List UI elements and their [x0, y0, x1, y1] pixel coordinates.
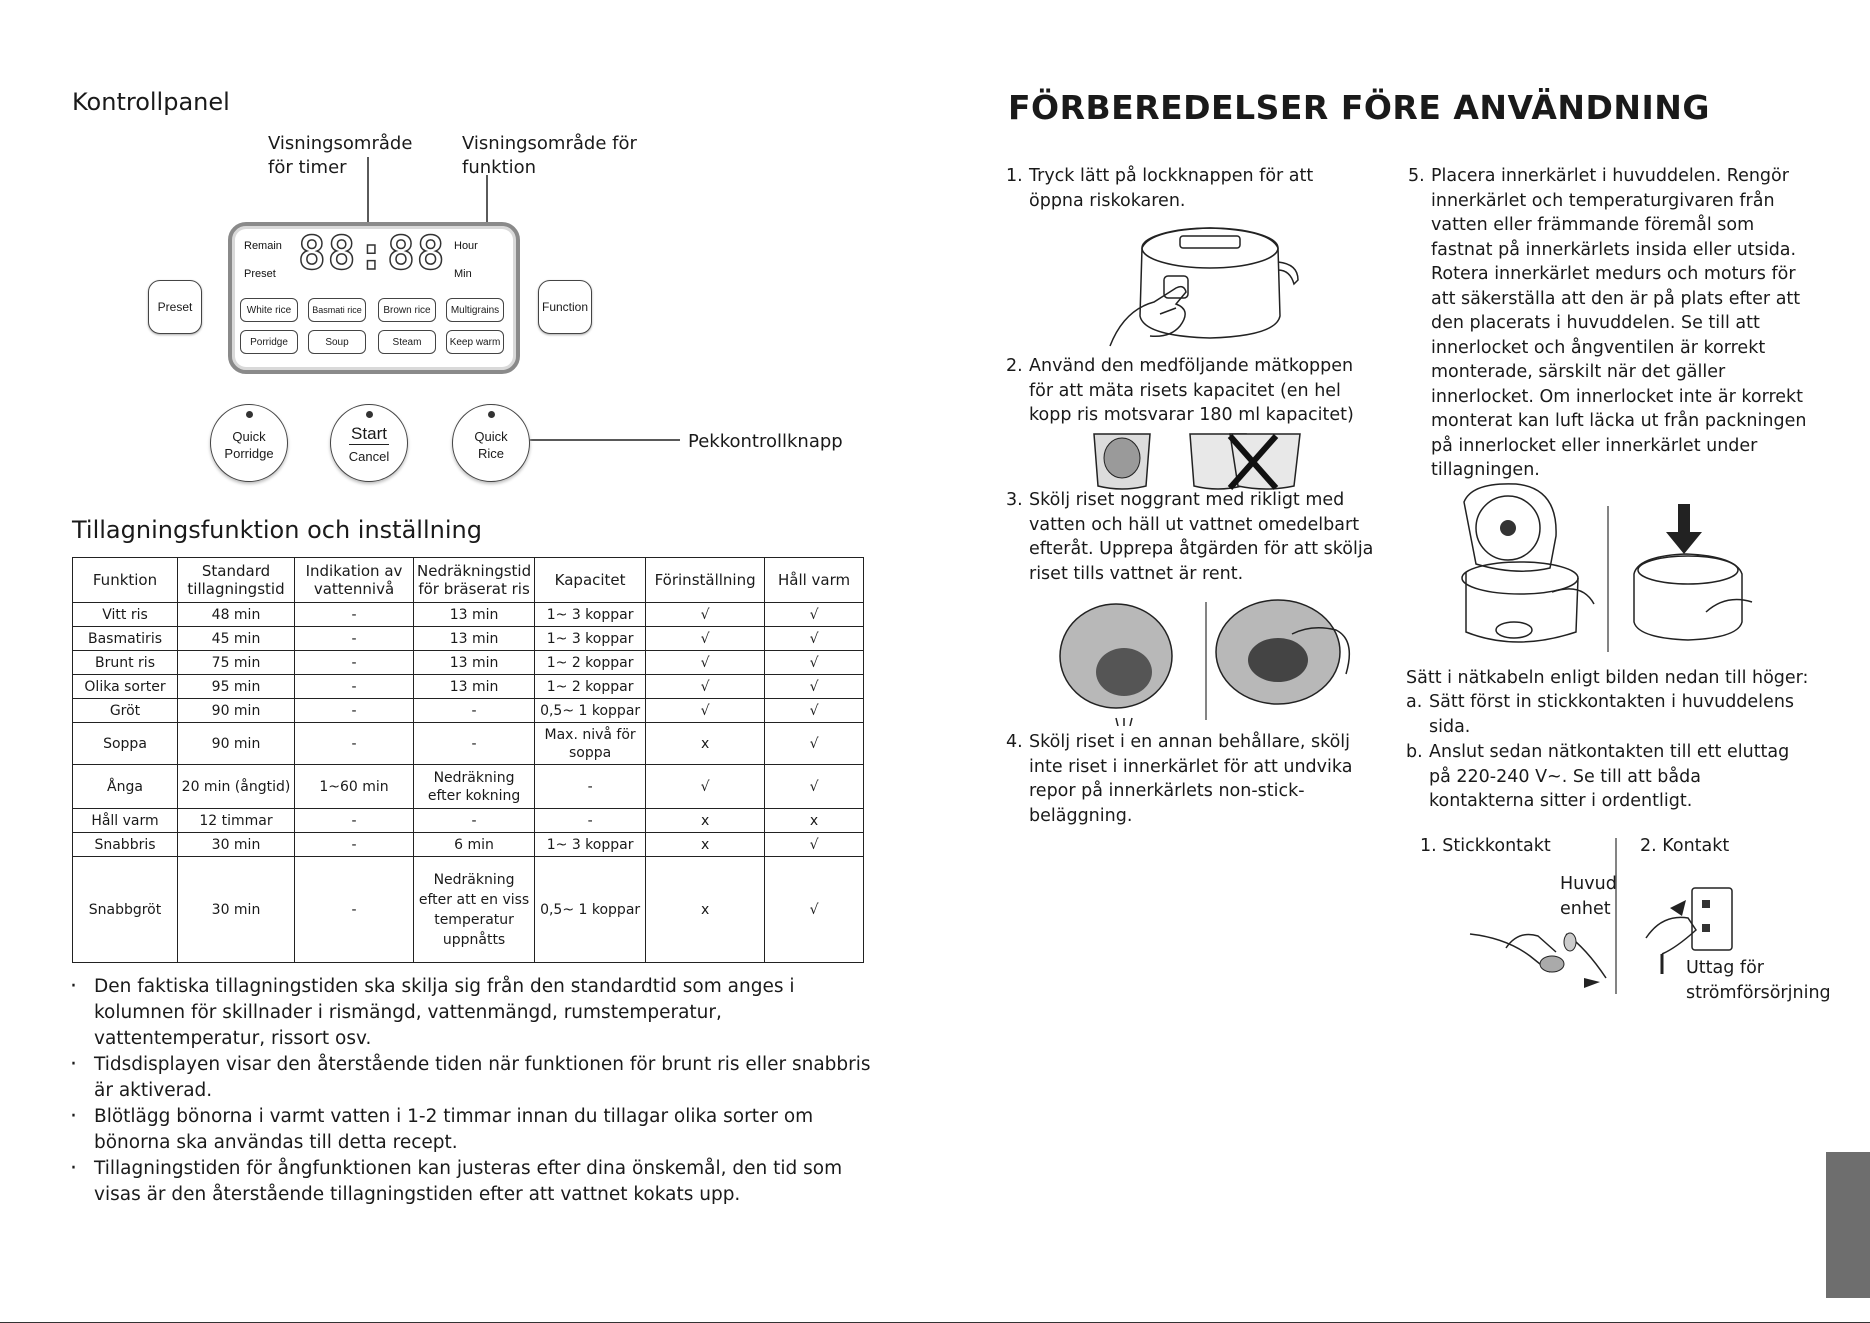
quick-rice-button[interactable] [452, 404, 530, 482]
start-label: Start [349, 424, 389, 445]
table-title: Tillagningsfunktion och inställning [72, 516, 482, 544]
notes-list [70, 974, 880, 1208]
table-cell: x [646, 809, 765, 833]
table-cell: √ [765, 833, 864, 857]
cooking-function-table [72, 557, 864, 963]
table-cell: 20 min (ångtid) [178, 765, 295, 809]
preset-indicator-label: Preset [244, 268, 276, 280]
step-number: 4. [1006, 732, 1023, 752]
step-number: 5. [1408, 166, 1425, 186]
table-cell: √ [646, 699, 765, 723]
table-cell: - [295, 627, 414, 651]
section-title-control-panel: Kontrollpanel [72, 88, 230, 116]
header-cell: Indikation av vattennivå [295, 558, 414, 603]
table-cell: √ [765, 723, 864, 765]
table-cell: 48 min [178, 603, 295, 627]
page-title: FÖRBEREDELSER FÖRE ANVÄNDNING [1008, 88, 1710, 127]
indicator-dot [246, 411, 253, 418]
basmati-rice-button[interactable]: Basmati rice [308, 298, 366, 322]
table-cell: √ [646, 675, 765, 699]
table-cell: √ [765, 651, 864, 675]
table-cell: 45 min [178, 627, 295, 651]
table-cell: 12 timmar [178, 809, 295, 833]
callout-function-display: Visningsområde för funktion [462, 133, 637, 178]
table-cell: √ [646, 765, 765, 809]
table-row [73, 675, 864, 699]
timer-digits: 88:88 [298, 226, 447, 280]
quick-porridge-button[interactable] [210, 404, 288, 482]
table-cell: Max. nivå för soppa [535, 723, 646, 765]
note-item: · Blötlägg bönorna i varmt vatten i 1-2 timmar innan du tillagar olika sorter om bönorna ska användas till detta recept. [70, 1104, 880, 1156]
brown-rice-button[interactable]: Brown rice [378, 298, 436, 322]
callout-touch-button: Pekkontrollknapp [688, 431, 843, 452]
step-number: 3. [1006, 490, 1023, 510]
table-cell: 95 min [178, 675, 295, 699]
plug-label: 1. Stickkontakt [1420, 836, 1551, 856]
control-panel [228, 222, 520, 374]
keep-warm-button[interactable]: Keep warm [446, 330, 504, 354]
inner-pot-illustration [1456, 482, 1756, 662]
note-item: · Den faktiska tillagningstiden ska skilja sig från den standardtid som anges i kolumnen för skillnader i rismängd, vattenmängd, rumstemperatur, vattentemperatur, rissort osv. [70, 974, 880, 1052]
table-cell: 13 min [414, 675, 535, 699]
table-cell: 90 min [178, 723, 295, 765]
plug-connection-illustration [1466, 838, 1756, 1000]
table-cell: - [295, 857, 414, 963]
table-row [73, 809, 864, 833]
table-cell: Nedräkning efter att en viss temperatur uppnåtts [414, 857, 535, 963]
table-cell: 1~ 3 koppar [535, 627, 646, 651]
table-cell: 1~ 2 koppar [535, 651, 646, 675]
step-5 [1408, 164, 1808, 483]
soup-button[interactable]: Soup [308, 330, 366, 354]
table-cell: - [295, 723, 414, 765]
table-cell: Vitt ris [73, 603, 178, 627]
step-text: Sätt först in stickkontakten i huvuddelens sida. [1429, 692, 1795, 737]
table-cell: x [646, 857, 765, 963]
table-cell: 0,5~ 1 koppar [535, 857, 646, 963]
table-cell: Snabbris [73, 833, 178, 857]
table-header-row [73, 558, 864, 603]
table-cell: √ [765, 765, 864, 809]
step-2 [1006, 354, 1376, 428]
table-cell: 0,5~ 1 koppar [535, 699, 646, 723]
table-cell: - [535, 765, 646, 809]
outlet-label: Uttag för strömförsörjning [1686, 958, 1831, 1003]
remain-label: Remain [244, 240, 282, 252]
header-cell: Funktion [73, 558, 178, 603]
main-unit-label: Huvud enhet [1560, 874, 1617, 919]
table-cell: - [295, 651, 414, 675]
table-cell: x [646, 833, 765, 857]
header-cell: Förinställning [646, 558, 765, 603]
function-button[interactable]: Function [538, 280, 592, 334]
porridge-button[interactable]: Porridge [240, 330, 298, 354]
table-cell: √ [765, 627, 864, 651]
table-cell: - [295, 699, 414, 723]
table-cell: 13 min [414, 603, 535, 627]
rice-cooker-open-illustration [1080, 218, 1320, 350]
callout-timer-display: Visningsområde för timer [268, 133, 413, 178]
table-row [73, 699, 864, 723]
table-cell: 30 min [178, 833, 295, 857]
header-cell: Håll varm [765, 558, 864, 603]
table-cell: 1~ 2 koppar [535, 675, 646, 699]
step-letter: a. [1406, 692, 1423, 712]
page-edge-tab [1826, 1152, 1870, 1298]
cable-step-b [1406, 740, 1806, 814]
table-cell: x [646, 723, 765, 765]
header-cell: Kapacitet [535, 558, 646, 603]
step-number: 1. [1006, 166, 1023, 186]
table-cell: - [295, 833, 414, 857]
white-rice-button[interactable]: White rice [240, 298, 298, 322]
start-cancel-button[interactable] [330, 404, 408, 482]
rice-rinsing-illustration [1056, 594, 1356, 726]
table-cell: 30 min [178, 857, 295, 963]
table-row [73, 857, 864, 963]
table-cell: 90 min [178, 699, 295, 723]
table-cell: 75 min [178, 651, 295, 675]
table-cell: √ [646, 651, 765, 675]
step-text: Anslut sedan nätkontakten till ett eluttag på 220-240 V~. Se till att båda kontakterna sitter i ordentligt. [1429, 742, 1790, 811]
header-cell: Standard tillagningstid [178, 558, 295, 603]
indicator-dot [488, 411, 495, 418]
table-cell: Gröt [73, 699, 178, 723]
table-cell: Snabbgröt [73, 857, 178, 963]
hour-label: Hour [454, 240, 478, 252]
indicator-dot [366, 411, 373, 418]
table-row [73, 765, 864, 809]
multigrains-button[interactable]: Multigrains [446, 298, 504, 322]
table-cell: - [414, 809, 535, 833]
header-cell: Nedräkningstid för bräserat ris [414, 558, 535, 603]
table-cell: Håll varm [73, 809, 178, 833]
table-row [73, 833, 864, 857]
cable-step-a [1406, 690, 1806, 739]
socket-label: 2. Kontakt [1640, 836, 1730, 856]
quick-porridge-label: Quick Porridge [224, 429, 274, 461]
table-cell: √ [765, 603, 864, 627]
steam-button[interactable]: Steam [378, 330, 436, 354]
step-text: Placera innerkärlet i huvuddelen. Rengör innerkärlet och temperaturgivaren från vatten eller främmande föremål som fastnat på innerkärlets insida eller utsida. Rotera innerkärlet medurs och moturs för att säkerställa att den är på plats efter att den placerats i huvuddelen. Se till att innerlocket och ångventilen är korrekt monterade, särskilt när det gäller innerlocket. Om innerlocket inte är korrekt monterat kan luft läcka ut från packningen på innerlocket eller innerkärlet under tillagningen. [1431, 166, 1807, 480]
step-text: Skölj riset noggrant med rikligt med vatten och häll ut vattnet omedelbart efteråt. Upprepa åtgärden för att skölja riset tills vattnet är rent. [1029, 490, 1374, 584]
table-cell: 13 min [414, 627, 535, 651]
table-cell: √ [765, 857, 864, 963]
table-cell: - [295, 603, 414, 627]
step-3 [1006, 488, 1376, 586]
table-cell: √ [765, 675, 864, 699]
table-cell: Nedräkning efter kokning [414, 765, 535, 809]
table-cell: - [414, 699, 535, 723]
table-cell: √ [646, 603, 765, 627]
min-label: Min [454, 268, 472, 280]
table-cell: - [295, 809, 414, 833]
table-cell: 1~60 min [295, 765, 414, 809]
table-row [73, 723, 864, 765]
step-4 [1006, 730, 1376, 828]
table-cell: √ [765, 699, 864, 723]
table-cell: - [414, 723, 535, 765]
table-cell: 1~ 3 koppar [535, 833, 646, 857]
measuring-cup-illustration [1090, 428, 1310, 494]
table-cell: √ [646, 627, 765, 651]
step-text: Tryck lätt på lockknappen för att öppna riskokaren. [1029, 166, 1314, 211]
step-letter: b. [1406, 742, 1423, 762]
step-number: 2. [1006, 356, 1023, 376]
table-row [73, 627, 864, 651]
note-item: · Tidsdisplayen visar den återstående tiden när funktionen för brunt ris eller snabbris är aktiverad. [70, 1052, 880, 1104]
table-cell: - [535, 809, 646, 833]
table-cell: Brunt ris [73, 651, 178, 675]
table-row [73, 603, 864, 627]
step-1 [1006, 164, 1366, 213]
preset-button[interactable]: Preset [148, 280, 202, 334]
table-cell: 13 min [414, 651, 535, 675]
cancel-label: Cancel [348, 449, 390, 464]
step-text: Använd den medföljande mätkoppen för att mäta risets kapacitet (en hel kopp ris motsvarar 180 ml kapacitet) [1029, 356, 1354, 425]
table-cell: Basmatiris [73, 627, 178, 651]
note-item: · Tillagningstiden för ångfunktionen kan justeras efter dina önskemål, den tid som visas är den återstående tillagningstiden efter att vattnet kokats upp. [70, 1156, 880, 1208]
table-cell: Olika sorter [73, 675, 178, 699]
step-text: Skölj riset i en annan behållare, skölj inte riset i innerkärlet för att undvika repor på innerkärlets non-stick-beläggning. [1029, 732, 1353, 826]
quick-rice-label: Quick Rice [474, 429, 508, 461]
table-cell: Soppa [73, 723, 178, 765]
cable-intro: Sätt i nätkabeln enligt bilden nedan till höger: [1406, 668, 1809, 688]
table-cell: 6 min [414, 833, 535, 857]
table-cell: 1~ 3 koppar [535, 603, 646, 627]
table-cell: - [295, 675, 414, 699]
table-cell: Ånga [73, 765, 178, 809]
table-cell: x [765, 809, 864, 833]
table-row [73, 651, 864, 675]
